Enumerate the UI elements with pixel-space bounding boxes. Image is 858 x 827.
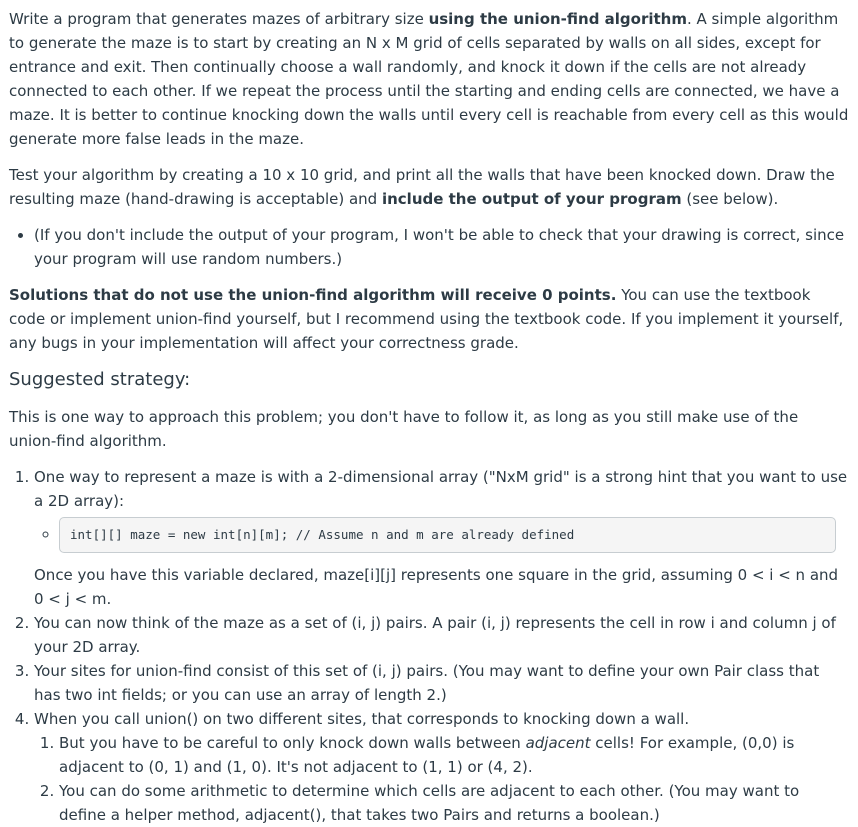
step-4-1 — [59, 731, 849, 779]
code-list — [34, 517, 849, 553]
step-4-text: When you call union() on two different sites, that corresponds to knocking down a wall. — [34, 710, 690, 728]
step-4-sublist — [34, 731, 849, 827]
solutions-bold-warning: Solutions that do not use the union-find algorithm will receive 0 points. — [9, 286, 617, 304]
step-4-1-emphasis: adjacent — [525, 734, 591, 752]
test-paragraph — [9, 163, 849, 211]
strategy-steps — [9, 465, 849, 827]
step-3: 3. Your sites for union-find consist of this set of (i, j) pairs. (You may want to define your own Pair class that has two int fields; or you can use an array of length 2.) — [34, 659, 849, 707]
intro-paragraph — [9, 7, 849, 151]
test-text-1: Test your algorithm by creating a 10 x 10 grid, and print all the walls that have been knocked down. Draw the resulting maze (hand-drawing is acceptable) and — [9, 166, 835, 208]
intro-text-2: . A simple algorithm to generate the maze is to start by creating an N x M grid of cells separated by walls on all sides, except for entrance and exit. Then continually choose a wall randomly, and knock it down if the cells are not already connected to each other. If we repeat the process until the starting and ending cells are connected, we have a maze. It is better to continue knocking down the walls until every cell is reachable from every cell as this would generate more false leads in the maze. — [9, 10, 849, 148]
step-4-1-text-b: cells! For example, (0,0) is adjacent to (0, 1) and (1, 0). It's not adjacent to (1, 1) or (4, 2). — [59, 734, 795, 776]
solutions-text: You can use the textbook code or implement union-find yourself, but I recommend using the textbook code. If you implement it yourself, any bugs in your implementation will affect your correctness grade. — [9, 286, 844, 352]
intro-text-1: Write a program that generates mazes of arbitrary size — [9, 10, 429, 28]
step-1 — [34, 465, 849, 611]
strategy-intro: This is one way to approach this problem; you don't have to follow it, as long as you still make use of the union-find algorithm. — [9, 408, 799, 450]
step-4 — [34, 707, 849, 827]
step-1-after: Once you have this variable declared, maze[i][j] represents one square in the grid, assuming 0 < i < n and 0 < j < m. — [34, 566, 839, 608]
intro-bold-union-find: using the union-find algorithm — [428, 10, 687, 28]
step-1-text: One way to represent a maze is with a 2-dimensional array ("NxM grid" is a strong hint that you want to use a 2D array): — [34, 468, 848, 510]
solutions-paragraph — [9, 283, 849, 355]
code-block: ◦ int[][] maze = new int[n][m]; // Assume n and m are already defined — [59, 517, 836, 553]
test-bold-output: include the output of your program — [381, 190, 682, 208]
note-list — [9, 223, 849, 271]
strategy-heading: Suggested strategy: — [9, 369, 191, 390]
step-2: 2. You can now think of the maze as a set of (i, j) pairs. A pair (i, j) represents the cell in row i and column j of your 2D array. — [34, 611, 849, 659]
test-text-2: (see below). — [681, 190, 779, 208]
code-item — [59, 517, 849, 553]
step-4-2: 2. You can do some arithmetic to determine which cells are adjacent to each other. (You may want to define a helper method, adjacent(), that takes two Pairs and returns a boolean.) — [59, 779, 849, 827]
step-4-1-text-a: But you have to be careful to only knock down walls between — [59, 734, 526, 752]
note-item: • (If you don't include the output of your program, I won't be able to check that your drawing is correct, since your program will use random numbers.) — [34, 223, 849, 271]
